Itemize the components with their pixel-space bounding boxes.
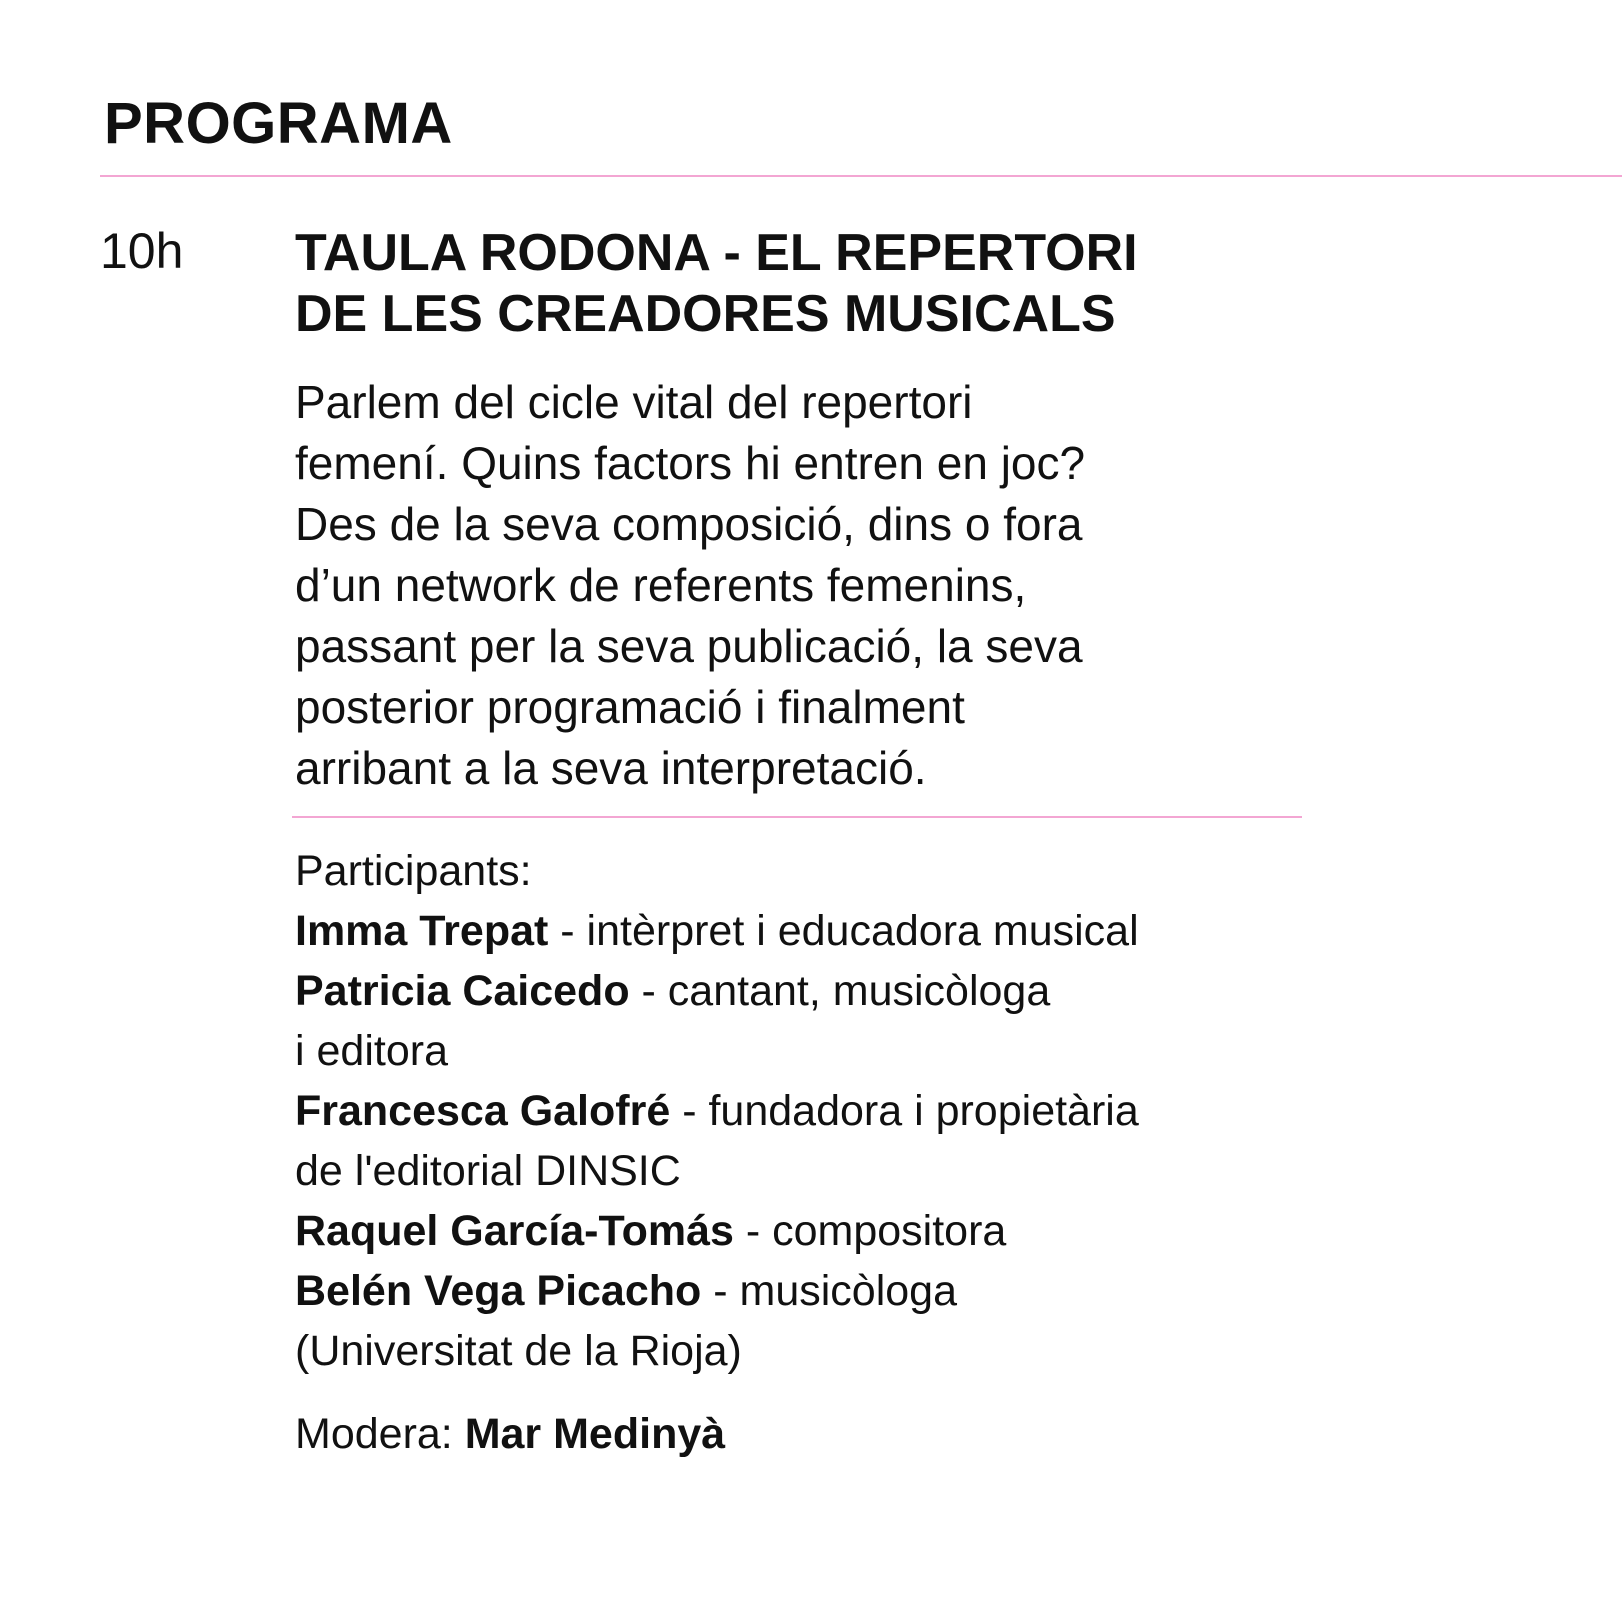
participant-role: - cantant, musicòloga — [629, 967, 1051, 1015]
participant-entry — [295, 961, 1335, 1021]
description-line: posterior programació i finalment — [295, 681, 965, 733]
session-description — [295, 372, 1315, 799]
participant-role: - fundadora i propietària — [670, 1087, 1139, 1135]
moderator-line — [295, 1404, 725, 1464]
section-divider — [292, 816, 1302, 818]
participants-label: Participants: — [295, 847, 532, 895]
participant-role-continuation: i editora — [295, 1027, 448, 1075]
participant-role: - musicòloga — [701, 1267, 958, 1315]
session-time: 10h — [100, 223, 184, 279]
participant-name: Imma Trepat — [295, 907, 549, 955]
moderator-name: Mar Medinyà — [464, 1410, 726, 1458]
description-line: passant per la seva publicació, la seva — [295, 620, 1083, 672]
moderator-label: Modera: — [295, 1410, 465, 1458]
participant-name: Francesca Galofré — [295, 1087, 671, 1135]
description-line: Des de la seva composició, dins o fora — [295, 498, 1083, 550]
participant-role-continuation: (Universitat de la Rioja) — [295, 1327, 742, 1375]
description-line: Parlem del cicle vital del repertori — [295, 376, 973, 428]
participant-entry — [295, 1201, 1335, 1261]
participant-entry — [295, 1081, 1335, 1141]
participant-role: - compositora — [733, 1207, 1007, 1255]
description-line: arribant a la seva interpretació. — [295, 742, 927, 794]
description-line: femení. Quins factors hi entren en joc? — [295, 437, 1086, 489]
session-title-line: TAULA RODONA - EL REPERTORI — [295, 224, 1138, 282]
session-title — [295, 223, 1295, 345]
top-divider — [100, 175, 1622, 177]
participant-entry — [295, 901, 1335, 961]
participants-list — [295, 841, 1335, 1381]
participant-name: Raquel García-Tomás — [295, 1207, 734, 1255]
participant-name: Belén Vega Picacho — [295, 1267, 702, 1315]
page-heading: PROGRAMA — [104, 91, 453, 156]
participant-role: - intèrpret i educadora musical — [548, 907, 1139, 955]
participant-name: Patricia Caicedo — [295, 967, 630, 1015]
participant-entry — [295, 1261, 1335, 1321]
participant-role-continuation: de l'editorial DINSIC — [295, 1147, 681, 1195]
description-line: d’un network de referents femenins, — [295, 559, 1027, 611]
session-title-line: DE LES CREADORES MUSICALS — [295, 285, 1116, 343]
